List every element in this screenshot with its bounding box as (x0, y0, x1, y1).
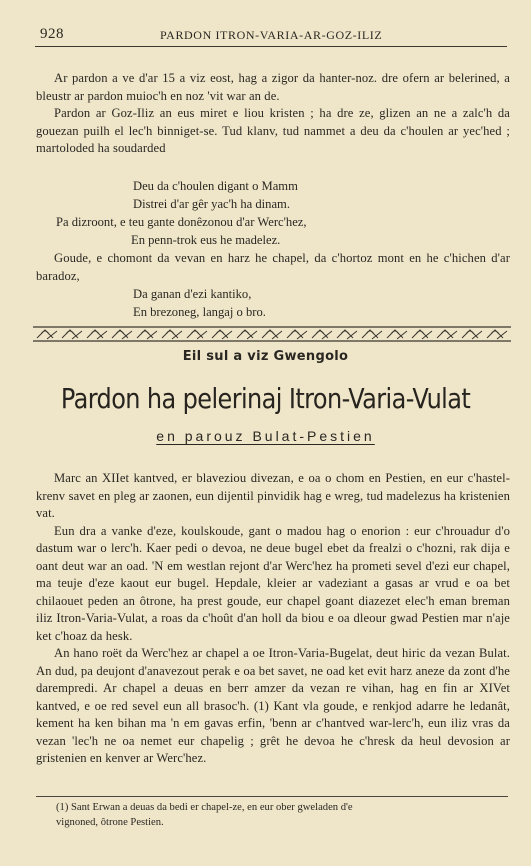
verse-line: Deu da c'houlen digant o Mamm (133, 179, 298, 193)
ornamental-divider (33, 321, 511, 345)
body-paragraph-1: Marc an XIIet kantved, er blaveziou divezan, e oa o chom en Pestien, en eur c'hastel-krenv savet en pleg ar zaonen, eun dijentil pinvidik hag e wreg, tud madelezus ha kristenien vat. (36, 471, 510, 520)
ornament-motif (112, 330, 132, 339)
ornament-motif (262, 330, 282, 339)
verse-line: Distrei d'ar gêr yac'h ha dinam. (133, 196, 291, 211)
ornament-motif (62, 330, 82, 339)
article-subtitle: en parouz Bulat-Pestien (156, 428, 375, 444)
running-header-title: PARDON ITRON-VARIA-AR-GOZ-ILIZ (160, 28, 383, 42)
ornament-motif (462, 330, 482, 339)
ornament-motif (487, 330, 507, 339)
body-paragraph-3: An hano roët da Werc'hez ar chapel a oe Itron-Varia-Bugelat, deut hiric da vezan Bulat. An dud, pa deujont d'anavezout perak e oa bet savet, ne oad ket evit harz aneze da zont d'he darempredi. Ar chapel a deuas en berr amzer da vezan re vihan, hag en fin ar XIVet kantved, e oe red sevel eun all brasoc'h. (1) Kant vla goude, e renkjod adarre he ledanât, kement ha ken bihan ma 'n em gavas erfin, 'benn ar c'hantved war-lerc'h, eun iliz vras da vezan 'lec'h ne oa nemet eur chapelig ; grêt he devoa he c'hresk da heul devosion ar gristenien en kenver ar Werc'hez. (36, 646, 510, 765)
verse-block-1b (56, 214, 307, 249)
intro-paragraph-2: Pardon ar Goz-Iliz an eus miret e liou kristen ; ha dre ze, glizen an ne a zalc'h da gouezan puilh el lec'h binniget-se. Tud klanv, tud nammet a deu da c'houlen ar yec'hed ; martoloded ha soudarded (36, 106, 510, 155)
ornament-motif (137, 330, 157, 339)
ornament-motif (387, 330, 407, 339)
ornament-motif (412, 330, 432, 339)
verse-line: En penn-trok eus he madelez. (131, 232, 281, 247)
footnote-line: (1) Sant Erwan a deuas da bedi er chapel-ze, en eur ober gweladen d'e (56, 802, 353, 813)
paragraph-3: Pa dizroont, e teu gante donêzonou d'ar Werc'hez, (56, 215, 307, 229)
paragraph-4-block (36, 250, 510, 285)
footnote-line: vignoned, ôtrone Pestien. (56, 817, 164, 828)
ornament-motif (212, 330, 232, 339)
ornament-motif (237, 330, 257, 339)
page-number: 928 (40, 26, 64, 42)
paragraph-4: Goude, e chomont da vevan en harz he chapel, da c'hortoz mont en he c'hichen d'ar baradoz, (36, 251, 510, 283)
ornament-motif (362, 330, 382, 339)
ornament-motif (312, 330, 332, 339)
section-heading: Eil sul a viz Gwengolo (182, 349, 349, 364)
verse-line: En brezoneg, langaj o bro. (133, 304, 266, 319)
header-rule (35, 46, 507, 47)
article-body (36, 470, 510, 768)
ornament-motif (187, 330, 207, 339)
ornament-motif (87, 330, 107, 339)
intro-block (36, 70, 510, 158)
verse-block-1 (133, 178, 298, 213)
verse-block-2 (133, 286, 266, 321)
body-paragraph-2: Eun dra a vanke d'eze, koulskoude, gant o madou hag o enorion : eur c'hrouadur d'o dastum war o lerc'h. Kaer pedi o devoa, ne deue bugel ebet da frealzi o c'hozni, rak dija e oant deut war an oad. 'N em westlan rejont d'ar Werc'hez ha prometi sevel d'ezi eur chapel, ma teuje d'eze kaout eur bugel. Hepdale, kleier ar vadeziant a gasas ar vrud e oa bet chilaouet peden an ôtrone, ha prest goude, eur chapel goant diazezet elec'h eman breman iliz Itron-Varia-Vulat, a roas da c'hoût d'an holl da biou e oa dleour gwad Pestien mar n'aje ket c'hoaz da hesk. (36, 523, 510, 643)
ornament-motif (337, 330, 357, 339)
intro-paragraph-1: Ar pardon a ve d'ar 15 a viz eost, hag a zigor da hanter-noz. dre ofern ar belerined, a bleustr ar pardon muioc'h en noz 'vit war an de. (36, 71, 510, 103)
article-title: Pardon ha pelerinaj Itron-Varia-Vulat (60, 382, 471, 416)
footnote-rule (36, 796, 508, 797)
ornament-motif (37, 330, 57, 339)
footnote (40, 800, 504, 830)
verse-line: Da ganan d'ezi kantiko, (133, 287, 252, 301)
ornament-motif (162, 330, 182, 339)
ornament-motif (437, 330, 457, 339)
running-header (28, 24, 508, 48)
ornament-motif (287, 330, 307, 339)
